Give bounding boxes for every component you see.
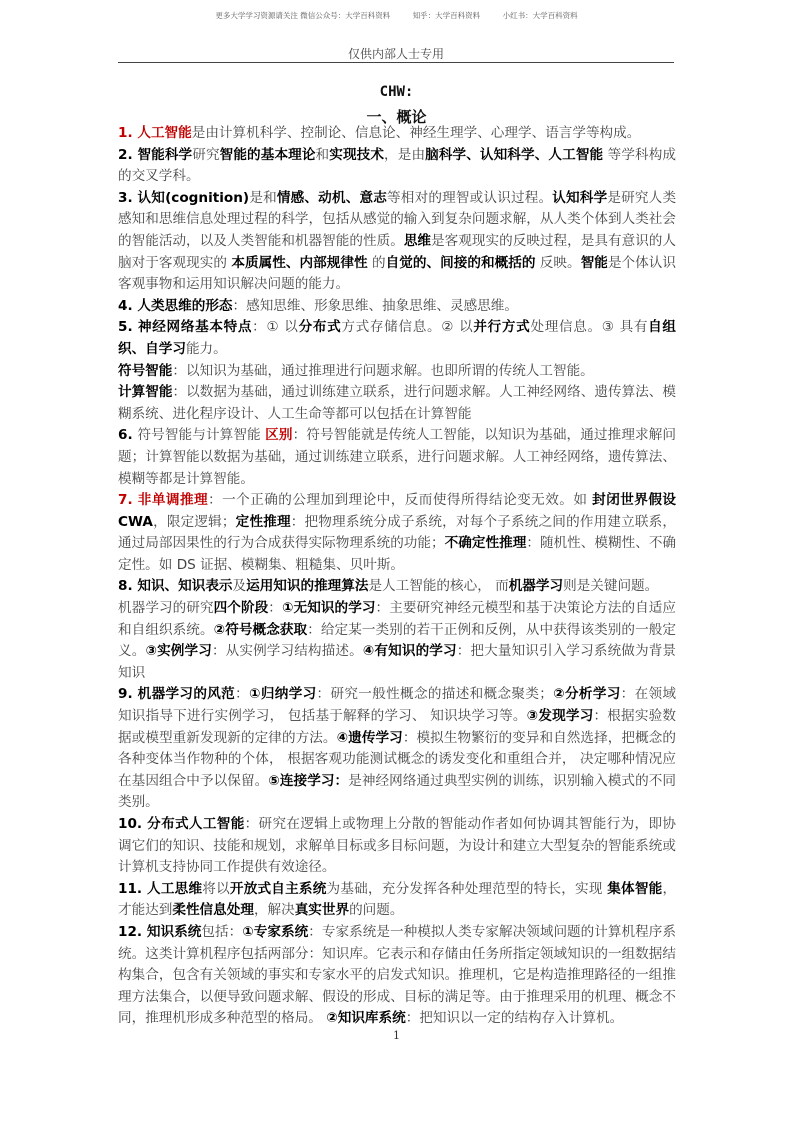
bold-term: ③发现学习 — [526, 708, 594, 725]
bold-term: 定性推理 — [235, 513, 291, 530]
bold-term: 柔性信息处理 — [172, 902, 254, 919]
text-run: 是研究人类感知和思维信息处理过程的科学，包括从感觉的输入到复杂问题求解，从人类个体到人类社会的智能活动，以及人类智能和机器智能的性质。 — [118, 189, 677, 249]
text-run: 则是关键问题。 — [563, 578, 659, 595]
bold-term: 符号智能 — [118, 362, 173, 379]
text-run: 能力。 — [185, 340, 227, 357]
bold-term: 开放式自主系统 — [229, 880, 327, 897]
page-header: 仅供内部人士专用 — [118, 47, 674, 63]
text-run: 机器学习的研究 — [118, 600, 214, 617]
bold-term: 6. — [118, 427, 138, 444]
document-title: CHW: — [379, 84, 414, 100]
text-run: 的问题。 — [349, 902, 404, 919]
bold-term: 集体智能 — [607, 880, 663, 897]
paragraph — [118, 188, 676, 296]
text-run: ：以数据为基础，通过训练建立联系，进行问题求解。人工神经网络、遗传算法、模糊系统、进化程序设计、人工生命等都可以包括在计算智能 — [118, 384, 677, 422]
text-run: ：给定某一类别的若干正例和反例，从中获得该类别的一般定义。 — [118, 621, 677, 660]
promo-zhihu: 知乎：大学百科资料 — [412, 11, 481, 20]
paragraph — [118, 879, 676, 922]
document-body — [118, 123, 676, 1030]
page-number: 1 — [393, 1029, 400, 1042]
text-run: ：专家系统是一种模拟人类专家解决领域问题的计算机程序系统。这类计算机程序包括两部分：知识库。它表示和存储由任务所指定领域知识的一组数据结构集合，包含有关领域的事实和专家水平的启发式知识。推理机，它是构造推理路径的一组推理方法集合，以便导致问题求解、假设的形成、目标的满足等。由于推理采用的机理、概念不同，推理机形成多种范型的格局。 — [118, 923, 677, 1027]
bold-term: 10. 分布式人工智能 — [118, 816, 245, 832]
bold-term: 自觉的、间接的和概括的 — [385, 254, 536, 271]
text-run: ：把大量知识引入学习系统做为背景知识 — [118, 643, 677, 681]
text-run: ，才能达到 — [118, 880, 677, 919]
bold-term: ③实例学习 — [145, 643, 212, 660]
bold-term: ⑤连接学习： — [268, 772, 349, 789]
bold-term: 12. 知识系统 — [118, 923, 202, 940]
bold-term: 机器学习 — [508, 578, 564, 595]
bold-term: ①专家系统 — [242, 923, 309, 940]
bold-term: 5. 神经网络基本特点 — [118, 319, 253, 336]
text-run: ：从实例学习结构描述。 — [211, 643, 363, 660]
paragraph — [118, 598, 676, 684]
text-run: 研究 — [192, 146, 220, 163]
bold-term: 8. 知识、知识表示 — [118, 578, 233, 595]
bold-term: 11. 人工思维 — [118, 880, 203, 897]
bold-term: 自组织、自学习 — [118, 319, 677, 357]
bold-term: 实现技术 — [329, 146, 385, 163]
paragraph — [118, 361, 676, 383]
bold-term: 4. 人类思维的形态 — [118, 297, 233, 314]
text-run: 等学科构成的交叉学科。 — [118, 146, 677, 185]
text-run: 的 — [367, 254, 386, 271]
text-run: 是神经网络通过典型实例的训练，识别输入模式的不同类别。 — [118, 772, 677, 811]
paragraph — [118, 425, 676, 490]
text-run: ：研究在逻辑上或物理上分散的智能动作者如何协调其智能行为，即协调它们的知识、技能和规划，求解单目标或多目标问题，为设计和建立大型复杂的智能系统或计算机支持协同工作提供有效途径。 — [118, 816, 676, 876]
promo-wechat: 更多大学学习资源请关注 微信公众号：大学百科资料 — [215, 11, 391, 20]
text-run: 包括： — [201, 923, 243, 940]
bold-term: 并行方式 — [473, 319, 531, 336]
text-run: ：把知识以一定的结构存入计算机。 — [405, 1010, 624, 1027]
bold-term: 计算智能 — [118, 384, 173, 401]
bold-term: ②符号概念获取 — [213, 621, 308, 638]
bold-term: 3. 认知(cognition) — [118, 189, 250, 206]
text-run: 符号智能与计算智能 — [137, 427, 266, 444]
bold-term: 四个阶段 — [213, 600, 269, 617]
bold-term: 2. 智能科学 — [118, 146, 193, 163]
text-run: 是由计算机科学、控制论、信息论、神经生理学、心理学、语言学等构成。 — [191, 125, 641, 141]
text-run: ： — [235, 686, 250, 703]
paragraph — [118, 382, 676, 425]
text-run: ：把物理系统分成子系统，对每个子系统之间的作用建立联系，通过局部因果性的行为合成获得实际物理系统的功能； — [118, 513, 677, 552]
text-run: 为基础，充分发挥各种处理范型的特长，实现 — [326, 880, 608, 897]
paragraph — [118, 814, 676, 879]
paragraph — [118, 684, 676, 814]
bold-term: 思维 — [403, 232, 432, 249]
text-run: ：主要研究神经元模型和基于决策论方法的自适应和自组织系统。 — [118, 600, 677, 638]
text-run: ：模拟生物繁衍的变异和自然选择，把概念的各种变体当作物种的个体， 根据客观功能测试概念的诱发变化和重组合并， 决定哪种情况应在基因组合中予以保留。 — [118, 729, 677, 789]
text-run: 等相对的理智或认识过程。 — [387, 189, 553, 206]
text-run: ，限定逻辑； — [152, 513, 236, 530]
bold-term: 本质属性、内部规律性 — [231, 254, 368, 271]
bold-term: ①归纳学习 — [249, 686, 317, 703]
bold-term: 真实世界 — [294, 902, 350, 919]
bold-term: 智能的基本理论 — [219, 146, 316, 163]
section-heading: 一、概论 — [366, 108, 427, 126]
bold-term: 不确定性推理 — [444, 535, 527, 552]
highlighted-term: 1. 人工智能 — [118, 125, 192, 141]
text-run: ：研究一般性概念的描述和概念聚类； — [316, 686, 553, 703]
paragraph — [118, 490, 676, 576]
text-run: ：感知思维、形象思维、抽象思维、灵感思维。 — [232, 297, 518, 314]
text-run: ：以知识为基础，通过推理进行问题求解。也即所谓的传统人工智能。 — [172, 362, 594, 379]
text-run: 和 — [315, 146, 330, 163]
paragraph — [118, 145, 676, 188]
text-run: ： — [268, 600, 282, 617]
text-run: ：一个正确的公理加到理论中，反而使得所得结论变无效。如 — [208, 492, 593, 509]
bold-term: 认知科学 — [552, 189, 608, 206]
text-run: ，是由 — [384, 146, 426, 163]
text-run: ：在领域知识指导下进行实例学习， 包括基于解释的学习、 知识块学习等。 — [118, 686, 677, 725]
bold-term: 封闭世界假设CWA — [118, 492, 676, 530]
text-run: ：随机性、模糊性、不确定性。如 DS 证据、模糊集、粗糙集、贝叶斯。 — [118, 535, 677, 573]
text-run: 将以 — [202, 880, 230, 897]
text-run: 及 — [232, 578, 247, 595]
text-run: 是客观现实的反映过程，是具有意识的人脑对于客观现实的 — [118, 232, 677, 271]
text-run: 处理信息。③ 具有 — [530, 319, 649, 336]
text-run: ，解决 — [253, 902, 295, 919]
highlighted-term: 7. 非单调推理 — [118, 492, 209, 509]
text-run: 反映。 — [535, 254, 581, 271]
paragraph — [118, 296, 676, 318]
text-run: 是个体认识客观事物和运用知识解决问题的能力。 — [118, 254, 677, 293]
paragraph — [118, 576, 676, 598]
text-run: 是和 — [249, 189, 277, 206]
text-run: ：① 以 — [252, 319, 299, 336]
bold-term: ④遗传学习 — [336, 729, 403, 746]
bold-term: ①无知识的学习 — [281, 600, 376, 617]
bold-term: 脑科学、认知科学、人工智能 — [425, 146, 604, 163]
bold-term: ②分析学习 — [552, 686, 621, 703]
bold-term: 运用知识的推理算法 — [246, 578, 369, 595]
bold-term: ②知识库系统 — [326, 1010, 406, 1027]
paragraph — [118, 123, 676, 145]
text-run: ：根据实验数据或模型重新发现新的定律的方法。 — [118, 708, 676, 746]
text-run: 方式存储信息。② 以 — [341, 319, 474, 336]
highlighted-term: 区别 — [265, 427, 293, 444]
bold-term: ④有知识的学习 — [362, 643, 457, 660]
bold-term: 分布式 — [298, 319, 342, 336]
top-promo-note — [0, 10, 793, 21]
bold-term: 9. 机器学习的风范 — [118, 686, 236, 703]
bold-term: 情感、动机、意志 — [276, 189, 388, 206]
bold-term: 智能 — [580, 254, 608, 271]
text-run: 是人工智能的核心， 而 — [368, 578, 509, 595]
paragraph — [118, 317, 676, 360]
promo-xiaohongshu: 小红书：大学百科资料 — [502, 11, 578, 20]
paragraph — [118, 922, 676, 1030]
text-run: ：符号智能就是传统人工智能，以知识为基础，通过推理求解问题；计算智能以数据为基础，通过训练建立联系，进行问题求解。人工神经网络，遗传算法、模糊等都是计算智能。 — [118, 427, 677, 487]
